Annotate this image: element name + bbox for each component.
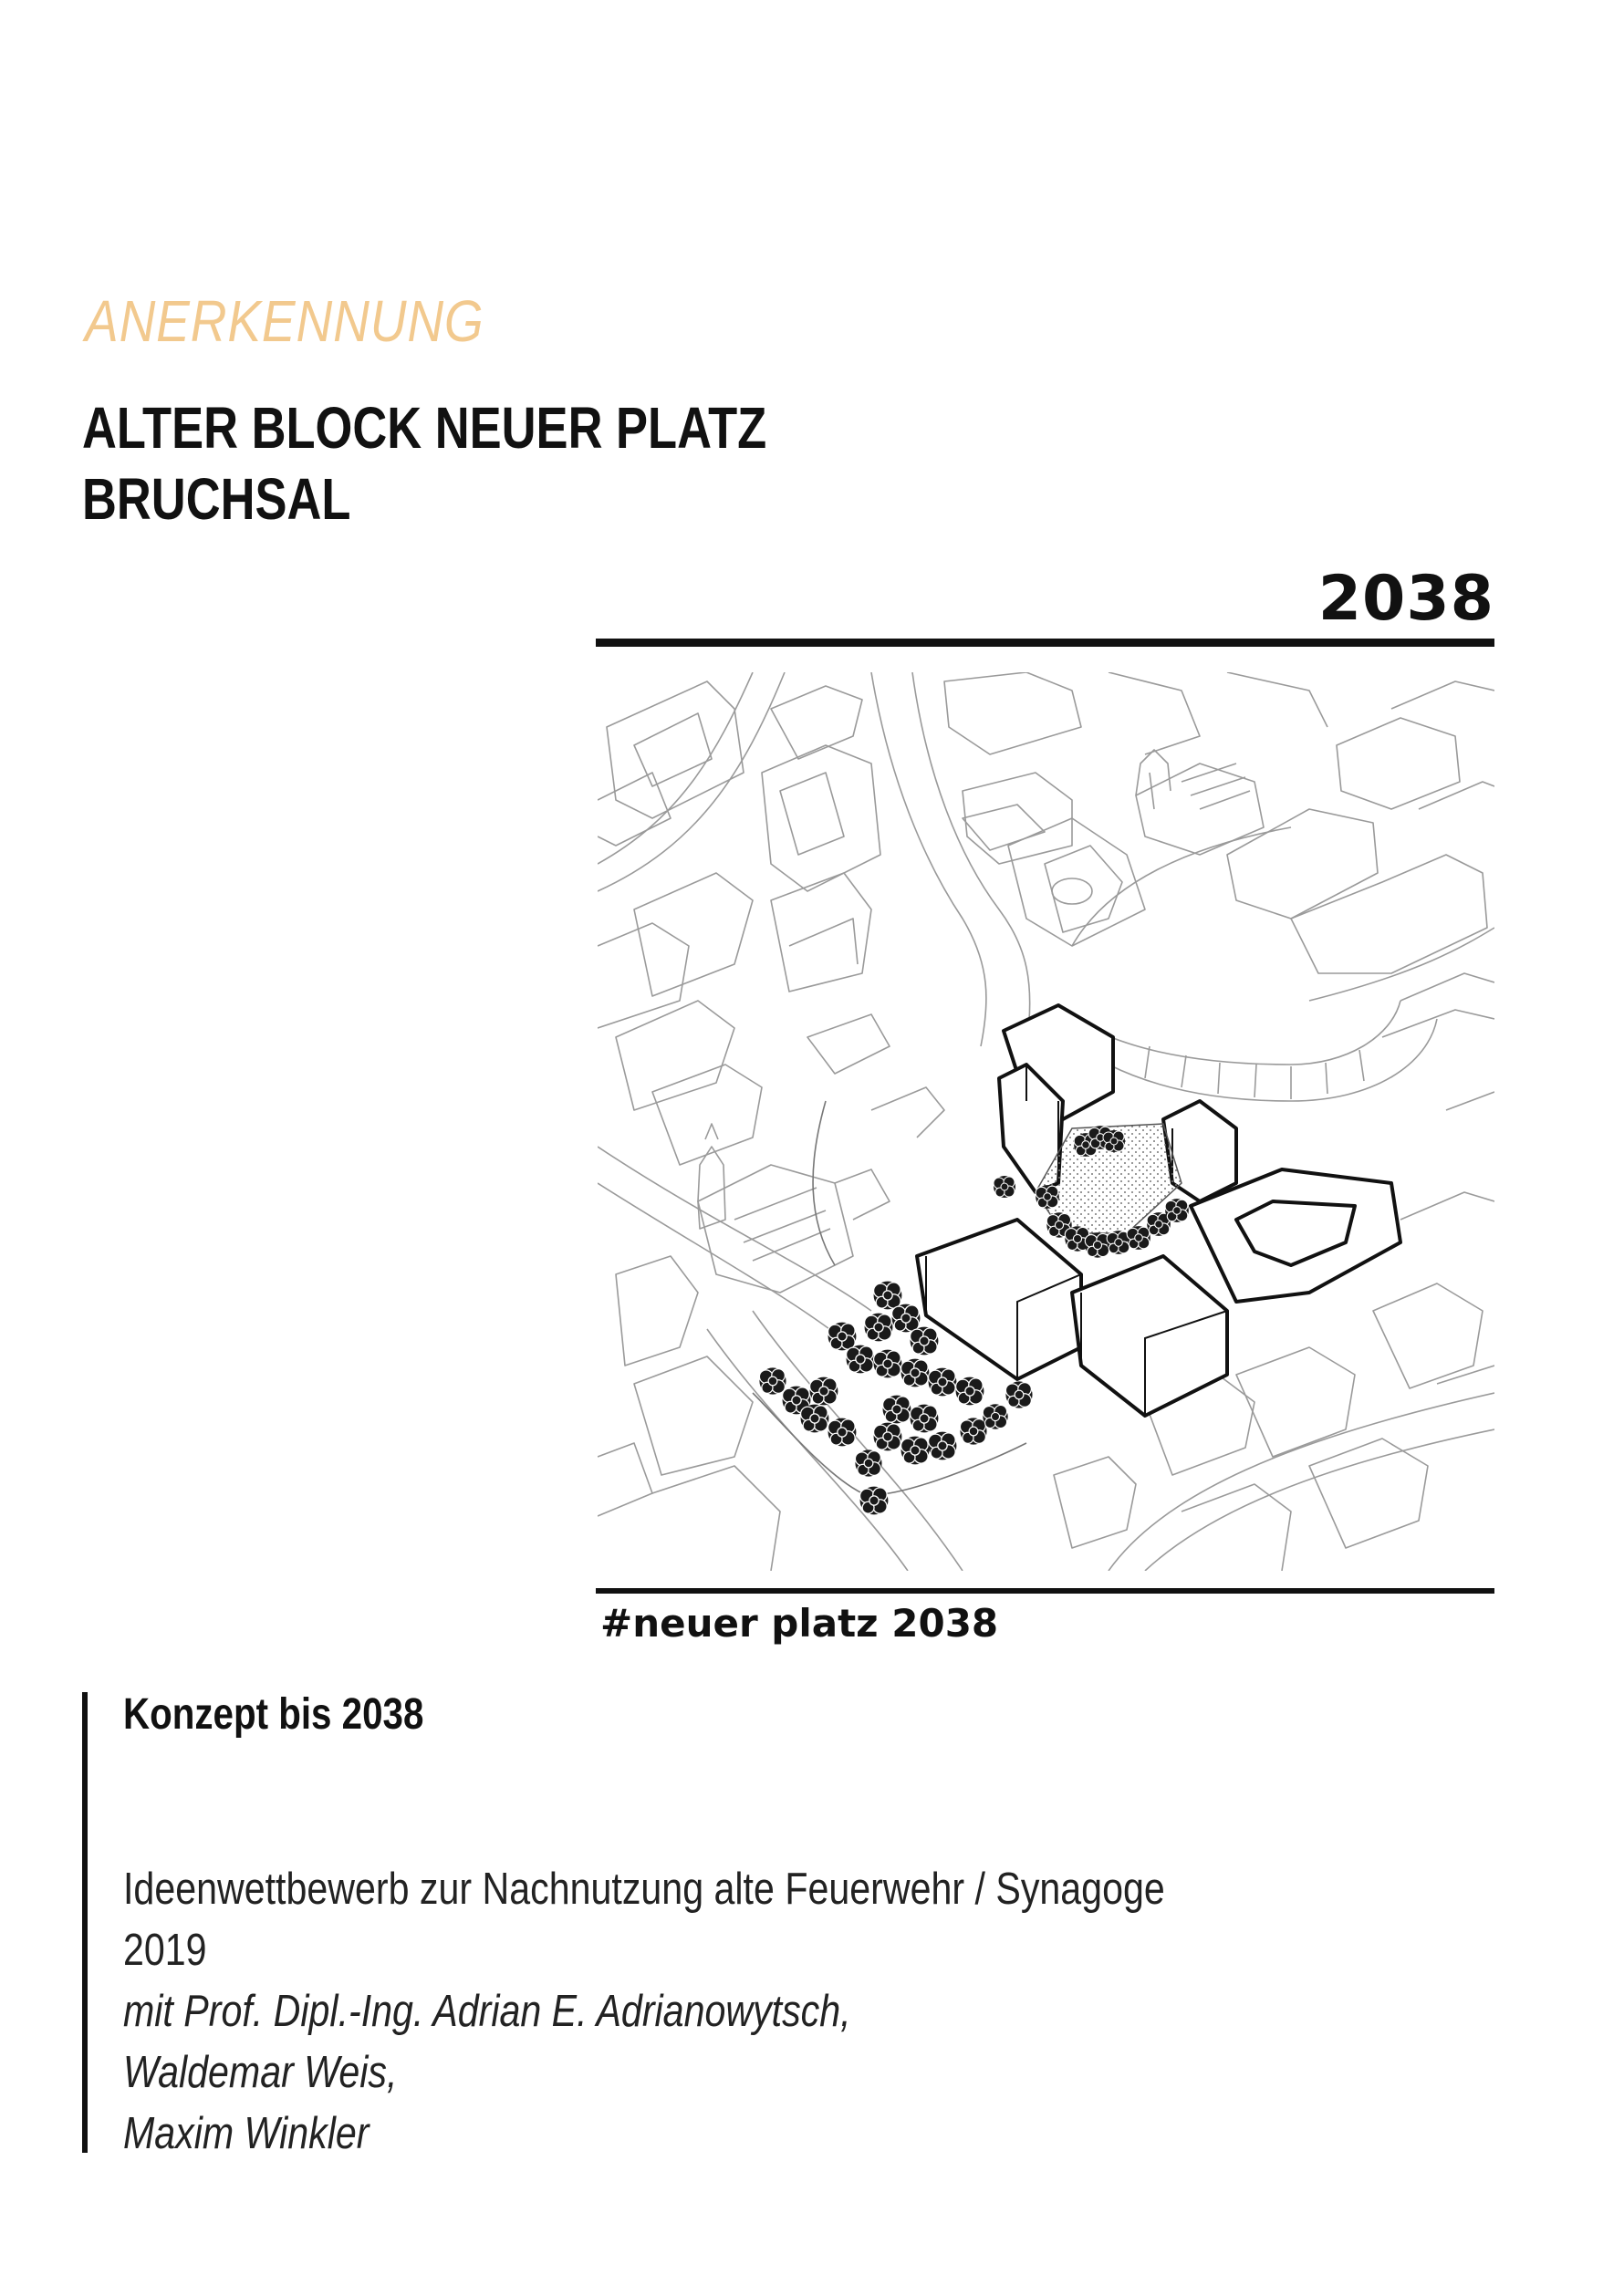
title-line-1: ALTER BLOCK NEUER PLATZ bbox=[82, 395, 767, 461]
vertical-accent-bar bbox=[82, 1692, 88, 2153]
bottom-rule bbox=[596, 1588, 1494, 1594]
collaborator-3: Maxim Winkler bbox=[123, 2109, 370, 2158]
axonometric-site-plan bbox=[598, 672, 1494, 1571]
competition-year: 2019 bbox=[123, 1926, 207, 1975]
collaborator-2: Waldemar Weis, bbox=[123, 2048, 398, 2097]
project-info bbox=[123, 1859, 1165, 2165]
title-line-2: BRUCHSAL bbox=[82, 466, 351, 532]
concept-heading: Konzept bis 2038 bbox=[123, 1690, 424, 1739]
collaborator-1: mit Prof. Dipl.-Ing. Adrian E. Adrianowytsch, bbox=[123, 1987, 851, 2036]
image-caption: #neuer platz 2038 bbox=[600, 1601, 999, 1646]
top-rule bbox=[596, 639, 1494, 647]
award-label: ANERKENNUNG bbox=[85, 288, 484, 354]
year-heading: 2038 bbox=[1317, 563, 1494, 635]
project-title bbox=[82, 392, 766, 535]
competition-text: Ideenwettbewerb zur Nachnutzung alte Feuerwehr / Synagoge bbox=[123, 1865, 1165, 1914]
